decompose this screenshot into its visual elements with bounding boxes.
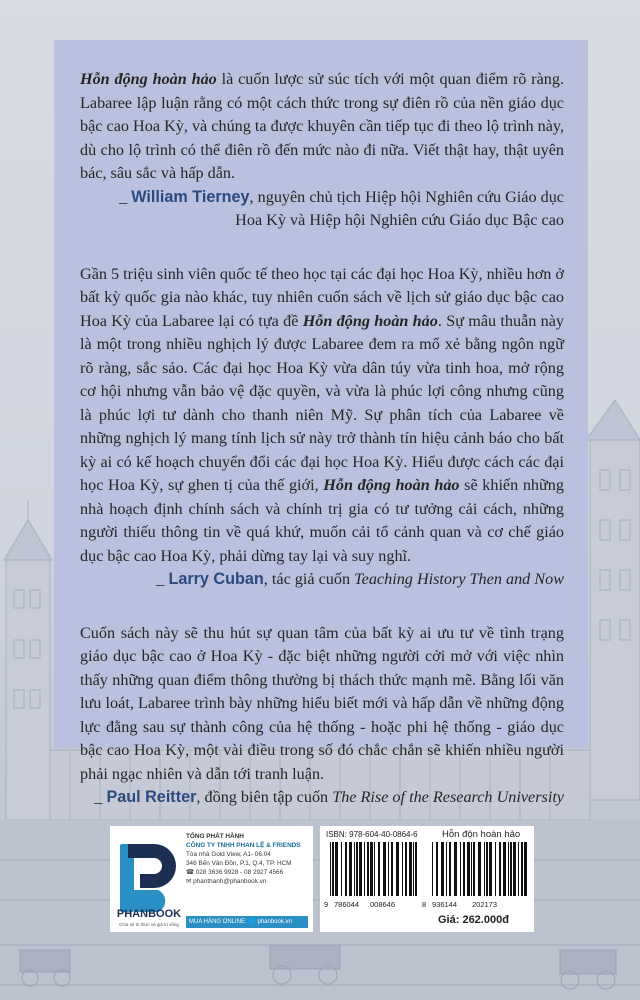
quote-1-text <box>80 68 564 186</box>
quote-1-attribution <box>80 186 564 233</box>
barcode-bar <box>413 842 414 896</box>
barcode-bar <box>415 842 417 896</box>
barcode-bar <box>446 842 447 896</box>
barcode-bar <box>345 842 347 896</box>
quote-2-dash: _ <box>156 570 169 588</box>
quote-1-author-name: William Tierney <box>131 187 250 206</box>
barcode-bar <box>484 842 485 896</box>
quote-2-text <box>80 263 564 569</box>
barcode-bar <box>449 842 451 896</box>
quote-1-author-role-line-1: , nguyên chủ tịch Hiệp hội Nghiên cứu Giáo dục <box>249 187 564 206</box>
barcode-bar <box>391 842 393 896</box>
barcode-bar <box>359 842 362 896</box>
quote-larry-cuban <box>80 263 564 592</box>
quote-3-author-role: , đồng biên tập cuốn <box>196 788 333 806</box>
barcode-bar <box>521 842 523 896</box>
barcode-digits-left: 786044 <box>334 900 360 909</box>
barcode-bar <box>402 842 403 896</box>
barcode-book-title: Hỗn độn hoàn hảo <box>442 829 521 840</box>
barcode-bar <box>460 842 461 896</box>
barcode-bar <box>332 842 334 896</box>
barcode-bar <box>436 842 438 896</box>
barcode-bar <box>518 842 519 896</box>
quote-3-text: Cuốn sách này sẽ thu hút sự quan tâm của bất kỳ ai ưu tư về tình trạng giáo dục bậc cao ở Hoa Kỳ - đặc biệt những người cởi mở với việc nhìn thấy những quan điểm thông thường bị thách thức mạnh mẽ. Bằng lối văn lưu loát, Labaree trình bày những hiểu biết mới và hấp dẫn về những động lực đằng sau sự thành công của hệ thống - hoặc phi hệ thống - giáo dục bậc cao Hoa Kỳ, một vài điều trong số đó chắc chắn sẽ khiến nhiều người phải ngạc nhiên và dẫn tới tranh luận. <box>80 623 564 783</box>
barcode-addon-left: 936144 <box>432 900 458 909</box>
barcode-addon-lead: 8 <box>422 900 427 909</box>
barcode-bar <box>341 842 342 896</box>
barcode-bar <box>499 842 501 896</box>
barcode-bar <box>388 842 389 896</box>
quote-1-author-role-line-2: Hoa Kỳ và Hiệp hội Nghiên cứu Giáo dục Bậc cao <box>235 211 564 229</box>
publisher-address-line-2: 346 Bến Vân Đồn, P.1, Q.4, TP. HCM <box>186 860 292 867</box>
barcode-bar <box>370 842 373 896</box>
barcode-bar <box>383 842 386 896</box>
barcode-bar <box>378 842 380 896</box>
quote-2-attribution <box>80 568 564 592</box>
barcode-bar <box>510 842 512 896</box>
barcode-bar <box>409 842 412 896</box>
barcode-bar <box>463 842 465 896</box>
barcode-bar <box>478 842 481 896</box>
quote-2-author-role: , tác giả cuốn <box>263 570 355 588</box>
barcode-bar <box>356 842 358 896</box>
quote-2-body-part-2: . Sự mâu thuẫn này là một trong nhiều nghịch lý được Labaree đem ra mổ xẻ bằng ngôn ngữ rõ ràng, sắc sảo. Các đại học Hoa Kỳ vừa dân túy vừa tinh hoa, mở rộng cơ hội nhưng vẫn bảo vệ đặc quyền, và vừa là phúc lợi công nhưng cũng là phúc lợi tư dành cho thanh niên Mỹ. Sự phân tích của Labaree về những nghịch lý mang tính lịch sử này trở thành tín hiệu cảnh báo cho bất kỳ ai có kế hoạch chuyển đổi các đại học Hoa Kỳ. Hiểu được cách các đại học Hoa Kỳ, sự ghen tị của thế giới, <box>80 311 564 494</box>
quote-william-tierney <box>80 68 564 233</box>
quote-2-body-part-1: Gần 5 triệu sinh viên quốc tế theo học tại các đại học Hoa Kỳ, nhiều hơn ở bất kỳ quốc gia nào khác, tuy nhiên cuốn sách về lịch sử giáo dục bậc cao Hoa Kỳ của Labaree lại có tựa đề <box>80 264 564 330</box>
barcode-bar <box>467 842 470 896</box>
barcode-addon-right: 202173 <box>472 900 498 909</box>
publisher-email: ✉ phanthanh@phanbook.vn <box>186 878 267 885</box>
barcode-bar <box>441 842 444 896</box>
publisher-company: CÔNG TY TNHH PHAN LỆ & FRIENDS <box>186 842 301 849</box>
barcode-bar <box>354 842 355 896</box>
publisher-online-shop: MUA HÀNG ONLINE: 🌐 phanbook.vn <box>186 916 308 928</box>
publisher-label: TỔNG PHÁT HÀNH <box>186 833 244 840</box>
barcode-box <box>320 826 534 932</box>
barcode-bar <box>524 842 527 896</box>
quote-2-body-part-3: sẽ khiến những nhà hoạch định chính sách và chính trị gia có tư tưởng cải cách, những người thiếu thông tin về quá khứ, muốn cải tổ cảnh quan và cơ chế giáo dục bậc cao Hoa Kỳ, phải dừng tay lại và suy nghĩ. <box>80 476 564 565</box>
barcode-bar <box>454 842 457 896</box>
barcode-bar <box>508 842 509 896</box>
quote-3-attribution <box>80 786 564 810</box>
quote-2-author-work: Teaching History Then and Now <box>354 570 564 588</box>
barcode-digits-right: 008646 <box>370 900 396 909</box>
isbn-label: ISBN: 978-604-40-0864-6 <box>326 830 418 839</box>
publisher-brand-name: PHANBOOK <box>116 908 182 920</box>
barcode-bar <box>471 842 472 896</box>
review-quotes-panel <box>54 40 588 806</box>
barcode-bar <box>335 842 338 896</box>
quote-3-dash: _ <box>94 788 107 806</box>
quote-1-book-title: Hỗn động hoàn hảo <box>80 70 217 88</box>
quote-paul-reitter <box>80 622 564 810</box>
barcode-bar <box>495 842 496 896</box>
quote-3-author-name: Paul Reitter <box>106 788 197 806</box>
barcode-bar <box>364 842 365 896</box>
barcode-bar <box>486 842 488 896</box>
book-price: Giá: 262.000đ <box>438 914 509 926</box>
barcode-bar <box>349 842 352 896</box>
barcode-bar <box>489 842 492 896</box>
quote-1-dash: _ <box>119 187 132 206</box>
barcode-bar <box>374 842 375 896</box>
barcode-digit-lead: 9 <box>324 900 329 909</box>
quote-2-book-title-2: Hỗn động hoàn hảo <box>323 476 460 494</box>
publisher-details <box>186 832 310 886</box>
barcode-bar <box>405 842 407 896</box>
quote-3-author-work: The Rise of the Research University <box>332 788 564 806</box>
quote-2-book-title-1: Hỗn động hoàn hảo <box>302 311 438 330</box>
barcode-bar <box>473 842 475 896</box>
barcode-bar <box>513 842 516 896</box>
barcode-bar <box>396 842 399 896</box>
barcode-bar <box>367 842 369 896</box>
barcode-bar <box>432 842 433 896</box>
publisher-address-line-1: Tòa nhà Gold View, A1- 06.04 <box>186 851 271 858</box>
quote-1-body: là cuốn lược sử súc tích với một quan điểm rõ ràng. Labaree lập luận rằng có một cách thức trong sự điên rồ của nền giáo dục bậc cao Hoa Kỳ, và chúng ta được khuyên cần tiếp tục đi theo lộ trình này, dù cho lộ trình có thể điên rồ đến mức nào đi nữa. Viết thật hay, thật uyên bác, sâu sắc và hấp dẫn. <box>80 70 564 182</box>
barcode-bars <box>326 842 530 900</box>
publisher-tagline: Chia sẻ tri thức và giá trị sống <box>119 922 179 927</box>
publisher-info-box <box>110 826 313 932</box>
publisher-phone: ☎ 028 3636 9928 - 08 2927 4566 <box>186 869 284 876</box>
barcode-bar <box>330 842 331 896</box>
barcode-bar <box>503 842 506 896</box>
quote-2-author-name: Larry Cuban <box>168 570 264 588</box>
